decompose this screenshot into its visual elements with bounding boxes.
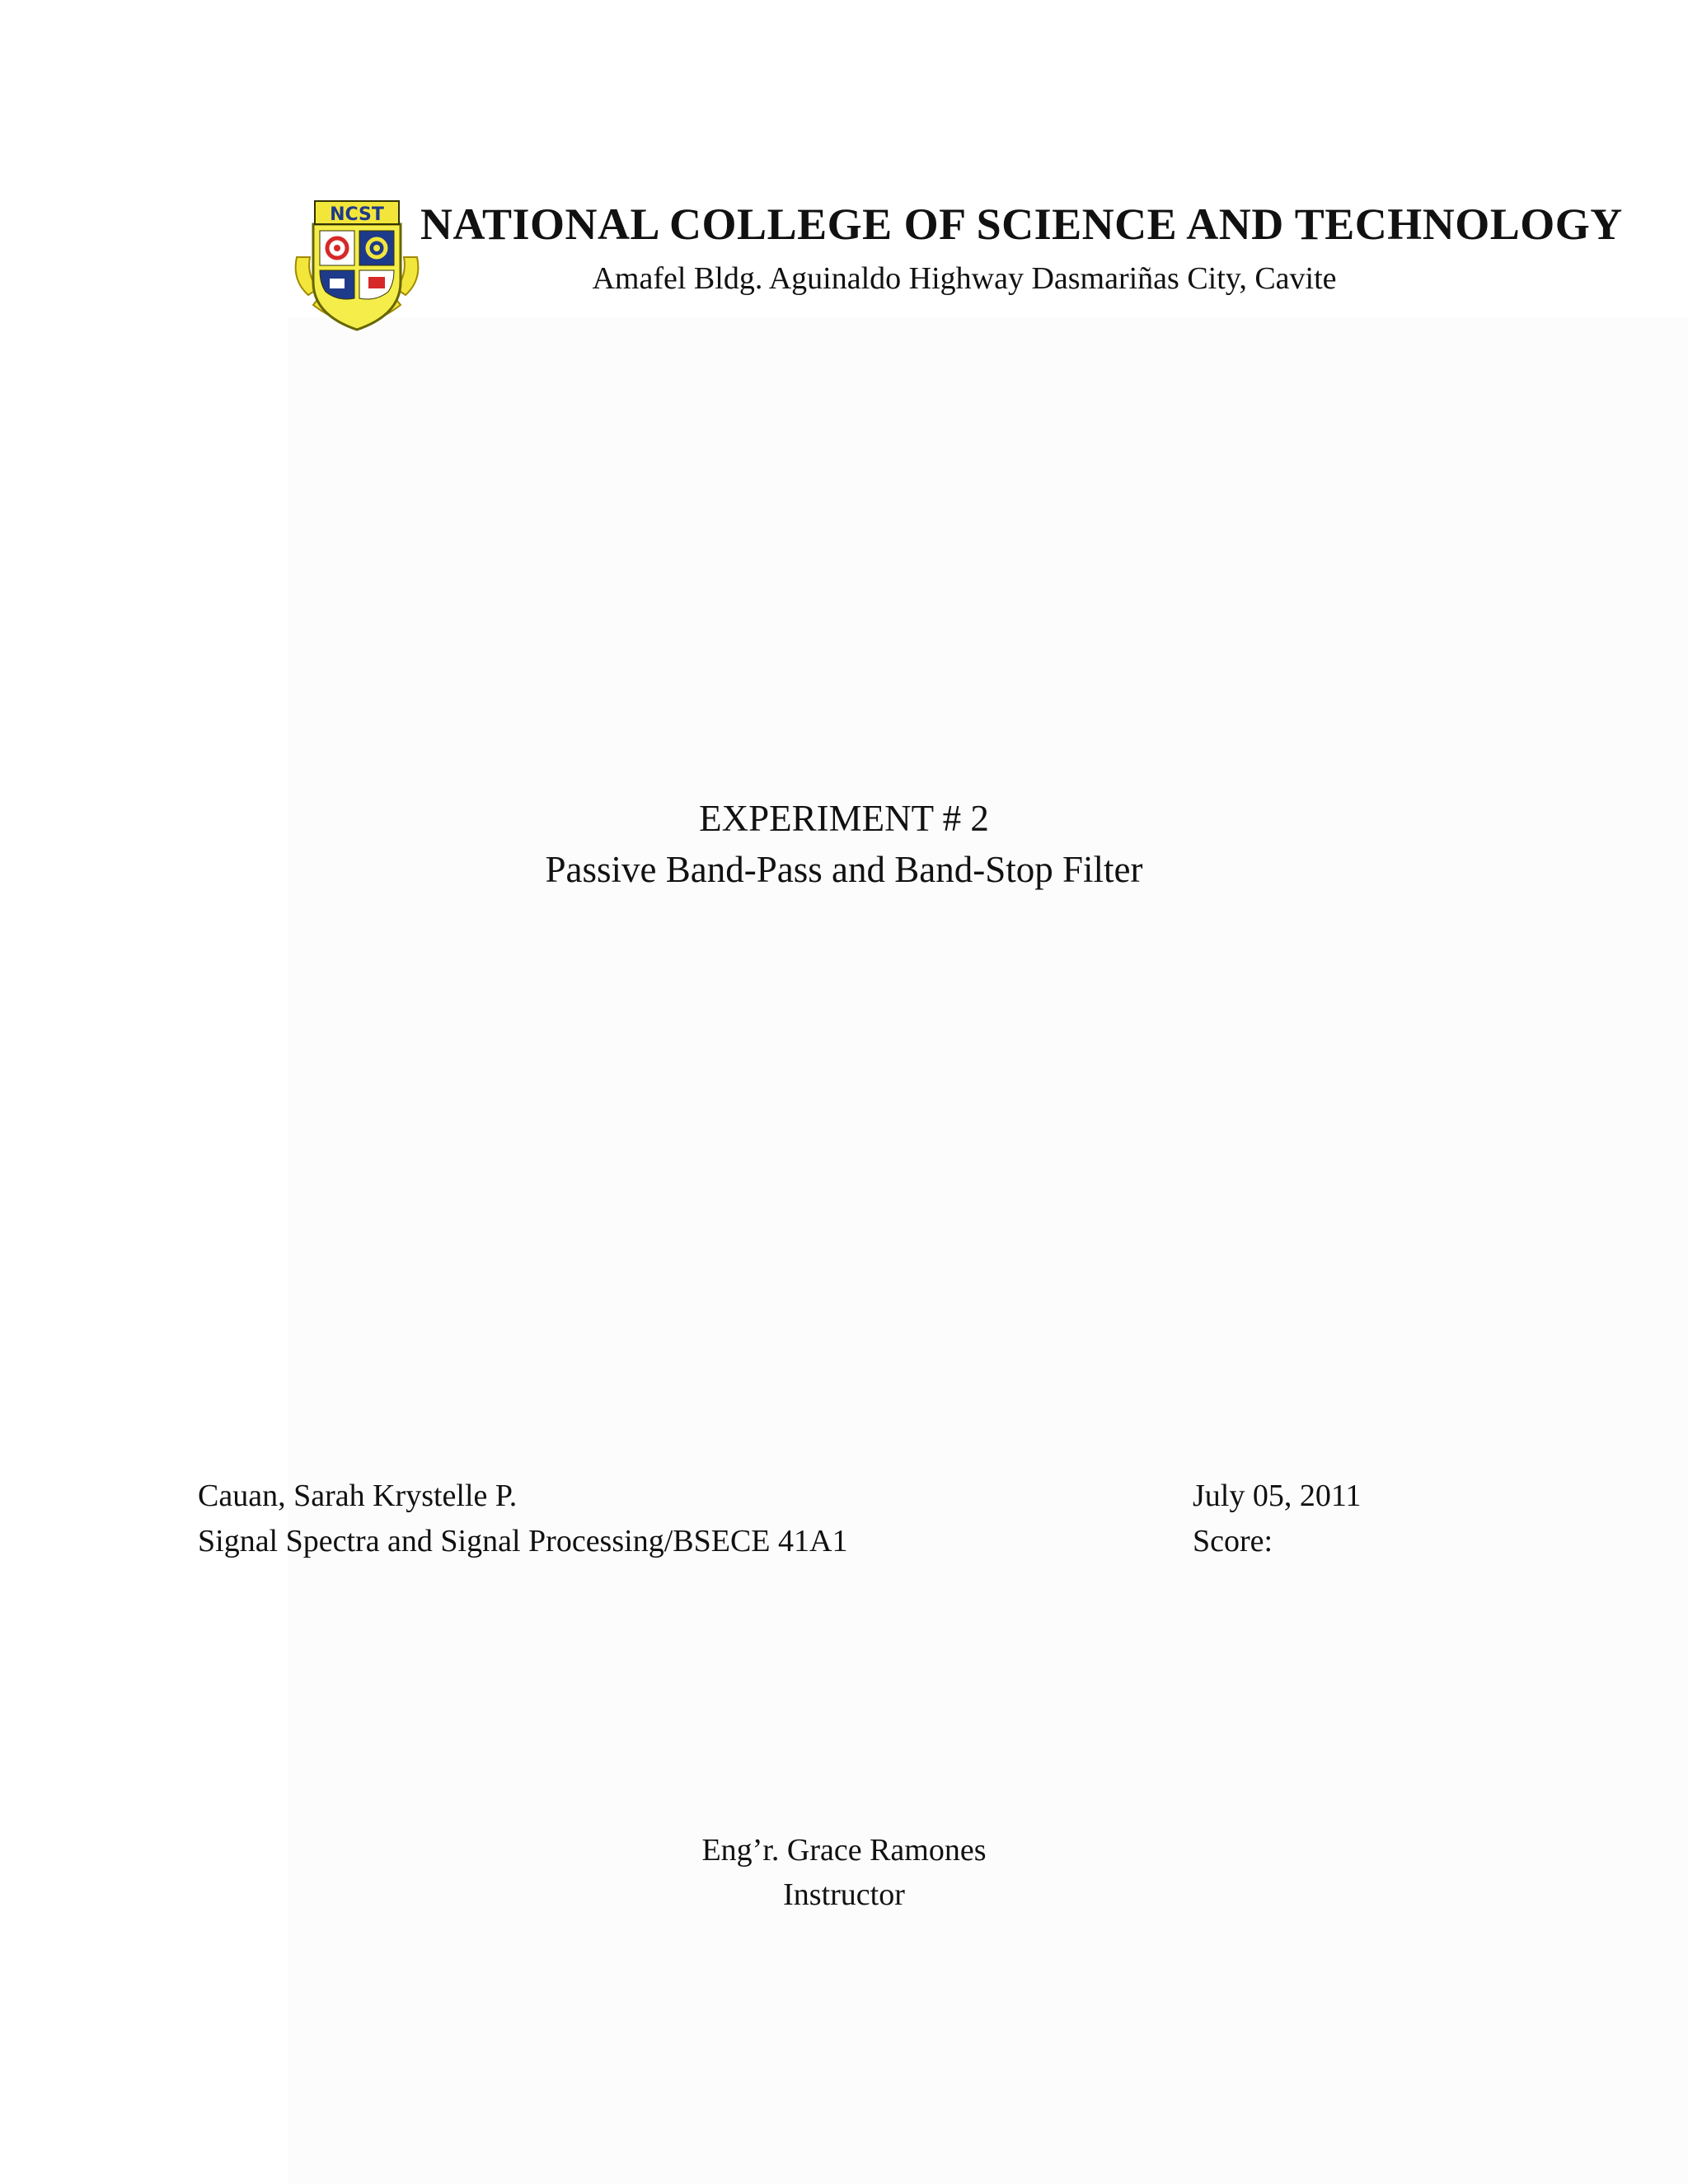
experiment-number: EXPERIMENT # 2 — [699, 798, 989, 839]
school-crest-icon — [288, 199, 425, 336]
institution-address: Amafel Bldg. Aguinaldo Highway Dasmariñas City, Cavite — [592, 261, 1337, 296]
student-name: Cauan, Sarah Krystelle P. — [198, 1479, 518, 1513]
instructor-name: Eng’r. Grace Ramones — [701, 1833, 987, 1868]
logo-text: NCST — [330, 204, 384, 225]
course-section: Signal Spectra and Signal Processing/BSECE 41A1 — [198, 1524, 848, 1558]
score-label: Score: — [1193, 1524, 1273, 1558]
instructor-role: Instructor — [783, 1877, 905, 1912]
submission-info — [1193, 1474, 1361, 1564]
submission-date: July 05, 2011 — [1193, 1479, 1362, 1513]
experiment-title: Passive Band-Pass and Band-Stop Filter — [545, 849, 1143, 890]
institution-name: NATIONAL COLLEGE OF SCIENCE AND TECHNOLOGY — [420, 199, 1623, 249]
student-info — [198, 1474, 847, 1564]
